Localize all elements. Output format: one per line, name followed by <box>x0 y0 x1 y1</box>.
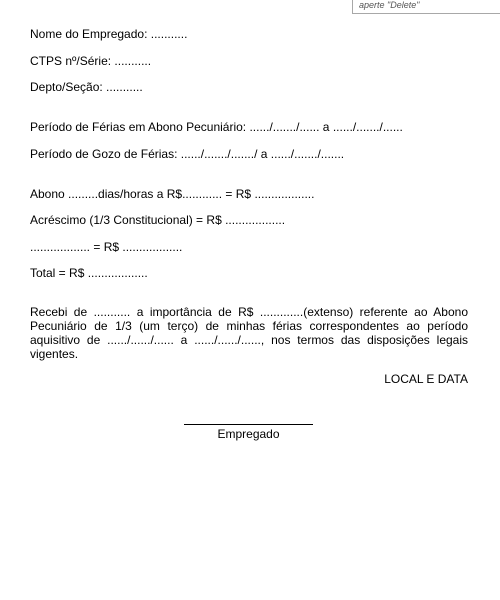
signature-label: Empregado <box>217 427 280 441</box>
instruction-note-line-2: aperte "Delete" <box>359 0 420 10</box>
abono-value-line: Abono .........dias/horas a R$............ = R$ .................. <box>30 187 315 201</box>
abono-period-field: Período de Férias em Abono Pecuniário: ....../......./...... a ....../......./...... <box>30 120 403 134</box>
extra-value-line: .................. = R$ .................. <box>30 240 183 254</box>
department-field: Depto/Seção: ........... <box>30 80 143 94</box>
vacation-period-field: Período de Gozo de Férias: ....../......./......./ a ....../......./....... <box>30 147 345 161</box>
total-line: Total = R$ .................. <box>30 266 148 280</box>
signature-line <box>184 424 313 425</box>
constitutional-bonus-line: Acréscimo (1/3 Constitucional) = R$ .................. <box>30 213 286 227</box>
place-and-date: LOCAL E DATA <box>384 372 468 386</box>
receipt-declaration: Recebi de ........... a importância de R$ .............(extenso) referente ao Abono Pecuniário de 1/3 (um terço) de minhas férias correspondentes ao período aquisitivo de ....../....../...... a ....../....../......, nos termos das disposições legais vigentes. <box>30 305 468 361</box>
instruction-note <box>352 0 500 14</box>
employee-name-field: Nome do Empregado: ........... <box>30 27 188 41</box>
ctps-field: CTPS nº/Série: ........... <box>30 54 152 68</box>
